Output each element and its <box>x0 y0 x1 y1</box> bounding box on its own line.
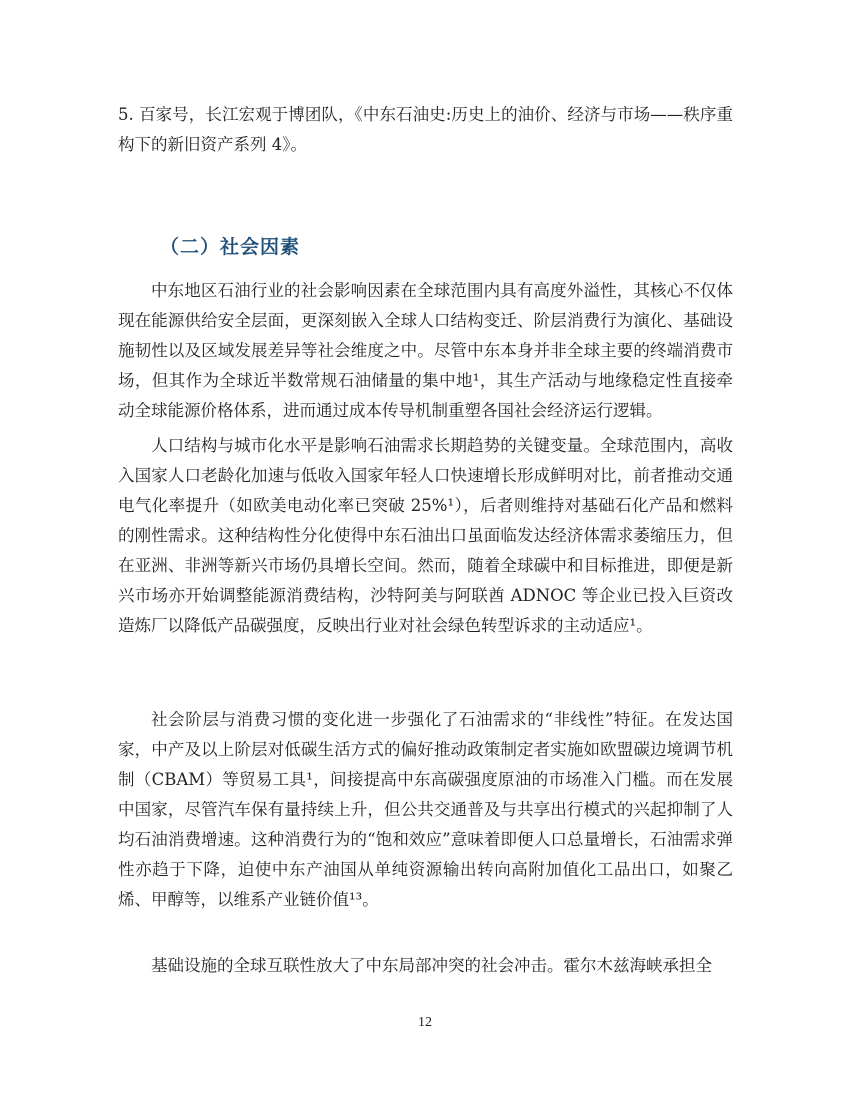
paragraph: 基础设施的全球互联性放大了中东局部冲突的社会冲击。霍尔木兹海峡承担全 <box>151 956 712 975</box>
paragraph: 人口结构与城市化水平是影响石油需求长期趋势的关键变量。全球范围内，高收入国家人口老龄化加速与低收入国家年轻人口快速增长形成鲜明对比，前者推动交通电气化率提升（如欧美电动化率已突破 25%¹），后者则维持对基础石化产品和燃料的刚性需求。这种结构性分化使得中东石油出口虽面临发达经济体需求萎缩压力，但在亚洲、非洲等新兴市场仍具增长空间。然而，随着全球碳中和目标推进，即便是新兴市场亦开始调整能源消费结构，沙特阿美与阿联酋 ADNOC 等企业已投入巨资改造炼厂以降低产品碳强度，反映出行业对社会绿色转型诉求的主动适应¹。 <box>118 436 733 635</box>
reference-entry: 5. 百家号，长江宏观于博团队，《中东石油史:历史上的油价、经济与市场——秩序重构下的新旧资产系列 4》。 <box>118 105 733 154</box>
paragraph: 社会阶层与消费习惯的变化进一步强化了石油需求的“非线性”特征。在发达国家，中产及以上阶层对低碳生活方式的偏好推动政策制定者实施如欧盟碳边境调节机制（CBAM）等贸易工具¹，间接提高中东高碳强度原油的市场准入门槛。而在发展中国家，尽管汽车保有量持续上升，但公共交通普及与共享出行模式的兴起抑制了人均石油消费增速。这种消费行为的“饱和效应”意味着即便人口总量增长，石油需求弹性亦趋于下降，迫使中东产油国从单纯资源输出转向高附加值化工品出口，如聚乙烯、甲醇等，以维系产业链价值¹³。 <box>118 710 733 909</box>
section-heading: （二）社会因素 <box>160 236 301 258</box>
paragraph: 中东地区石油行业的社会影响因素在全球范围内具有高度外溢性，其核心不仅体现在能源供给安全层面，更深刻嵌入全球人口结构变迁、阶层消费行为演化、基础设施韧性以及区域发展差异等社会维度之中。尽管中东本身并非全球主要的终端消费市场，但其作为全球近半数常规石油储量的集中地¹，其生产活动与地缘稳定性直接牵动全球能源价格体系，进而通过成本传导机制重塑各国社会经济运行逻辑。 <box>118 281 733 420</box>
page-number: 12 <box>418 1015 432 1030</box>
